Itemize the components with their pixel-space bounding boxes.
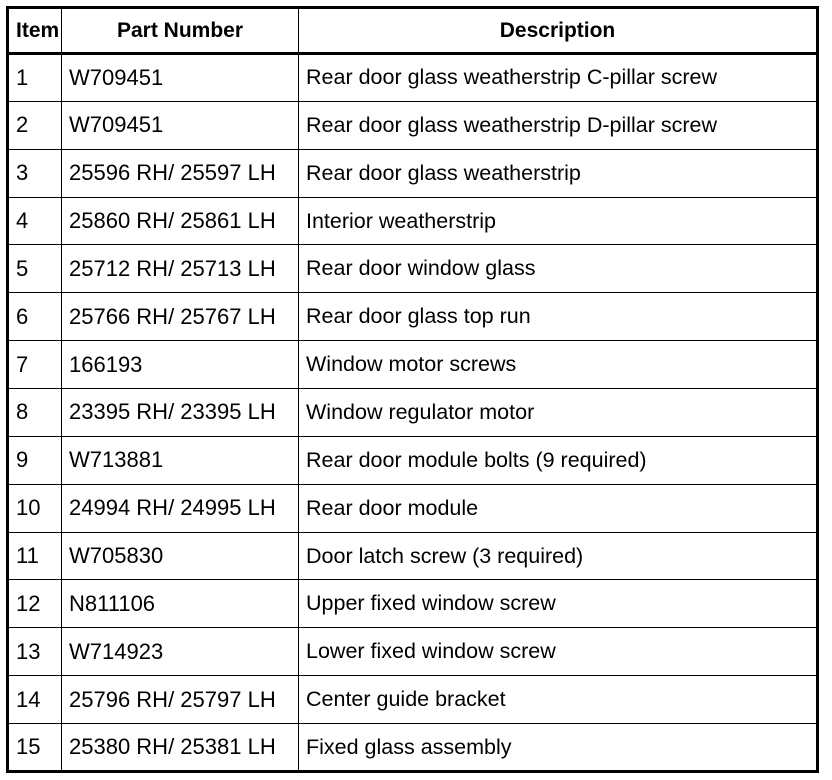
part-number-cell: W709451	[62, 54, 299, 102]
description-cell: Interior weatherstrip	[299, 197, 818, 245]
part-number-cell: 25380 RH/ 25381 LH	[62, 724, 299, 772]
item-cell: 8	[8, 389, 62, 437]
table-row	[8, 676, 818, 724]
item-cell: 10	[8, 484, 62, 532]
parts-table	[6, 6, 819, 773]
item-cell: 1	[8, 54, 62, 102]
header-item: Item	[8, 8, 62, 54]
item-cell: 3	[8, 149, 62, 197]
table-row	[8, 197, 818, 245]
item-cell: 7	[8, 341, 62, 389]
part-number-cell: W714923	[62, 628, 299, 676]
description-cell: Rear door module	[299, 484, 818, 532]
part-number-cell: 24994 RH/ 24995 LH	[62, 484, 299, 532]
description-cell: Upper fixed window screw	[299, 580, 818, 628]
item-cell: 4	[8, 197, 62, 245]
description-cell: Center guide bracket	[299, 676, 818, 724]
table-row	[8, 724, 818, 772]
description-cell: Window regulator motor	[299, 389, 818, 437]
part-number-cell: 25712 RH/ 25713 LH	[62, 245, 299, 293]
item-cell: 15	[8, 724, 62, 772]
item-cell: 6	[8, 293, 62, 341]
table-row	[8, 54, 818, 102]
description-cell: Rear door glass top run	[299, 293, 818, 341]
part-number-cell: 25796 RH/ 25797 LH	[62, 676, 299, 724]
header-description: Description	[299, 8, 818, 54]
table-row	[8, 436, 818, 484]
item-cell: 11	[8, 532, 62, 580]
description-cell: Door latch screw (3 required)	[299, 532, 818, 580]
table-row	[8, 532, 818, 580]
part-number-cell: W709451	[62, 101, 299, 149]
table-row	[8, 628, 818, 676]
description-cell: Fixed glass assembly	[299, 724, 818, 772]
description-cell: Lower fixed window screw	[299, 628, 818, 676]
table-row	[8, 149, 818, 197]
description-cell: Rear door glass weatherstrip D-pillar screw	[299, 101, 818, 149]
part-number-cell: N811106	[62, 580, 299, 628]
item-cell: 13	[8, 628, 62, 676]
table-row	[8, 341, 818, 389]
part-number-cell: 25766 RH/ 25767 LH	[62, 293, 299, 341]
description-cell: Rear door glass weatherstrip	[299, 149, 818, 197]
header-part-number: Part Number	[62, 8, 299, 54]
item-cell: 14	[8, 676, 62, 724]
part-number-cell: 25596 RH/ 25597 LH	[62, 149, 299, 197]
description-cell: Rear door glass weatherstrip C-pillar screw	[299, 54, 818, 102]
item-cell: 5	[8, 245, 62, 293]
description-cell: Rear door window glass	[299, 245, 818, 293]
table-row	[8, 101, 818, 149]
part-number-cell: 25860 RH/ 25861 LH	[62, 197, 299, 245]
part-number-cell: W713881	[62, 436, 299, 484]
header-row	[8, 8, 818, 54]
table-row	[8, 484, 818, 532]
table-row	[8, 580, 818, 628]
description-cell: Window motor screws	[299, 341, 818, 389]
item-cell: 9	[8, 436, 62, 484]
item-cell: 2	[8, 101, 62, 149]
description-cell: Rear door module bolts (9 required)	[299, 436, 818, 484]
table-row	[8, 389, 818, 437]
item-cell: 12	[8, 580, 62, 628]
part-number-cell: 23395 RH/ 23395 LH	[62, 389, 299, 437]
table-row	[8, 245, 818, 293]
table-row	[8, 293, 818, 341]
part-number-cell: 166193	[62, 341, 299, 389]
part-number-cell: W705830	[62, 532, 299, 580]
